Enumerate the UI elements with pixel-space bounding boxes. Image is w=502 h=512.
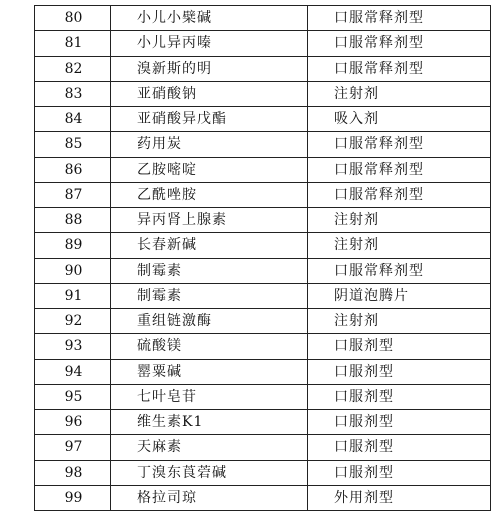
table-row: [35, 233, 491, 258]
drug-name-cell: 乙酰唑胺: [111, 182, 308, 207]
row-number-cell: 90: [35, 258, 111, 283]
dosage-form-cell: 口服剂型: [308, 359, 491, 384]
row-number-cell: 81: [35, 31, 111, 56]
table-row: [35, 31, 491, 56]
table-row: [35, 309, 491, 334]
row-number-cell: 94: [35, 359, 111, 384]
dosage-form-cell: 注射剂: [308, 309, 491, 334]
table-row: [35, 410, 491, 435]
table-row: [35, 283, 491, 308]
table-row: [35, 81, 491, 106]
table-row: [35, 258, 491, 283]
table-row: [35, 56, 491, 81]
drug-name-cell: 制霉素: [111, 258, 308, 283]
row-number-cell: 83: [35, 81, 111, 106]
drug-name-cell: 小儿异丙嗪: [111, 31, 308, 56]
dosage-form-cell: 注射剂: [308, 208, 491, 233]
drug-name-cell: 硫酸镁: [111, 334, 308, 359]
dosage-form-cell: 口服常释剂型: [308, 182, 491, 207]
dosage-form-cell: 口服常释剂型: [308, 157, 491, 182]
drug-table: [34, 5, 491, 511]
dosage-form-cell: 吸入剂: [308, 107, 491, 132]
table-row: [35, 485, 491, 510]
row-number-cell: 82: [35, 56, 111, 81]
drug-name-cell: 亚硝酸异戊酯: [111, 107, 308, 132]
table-row: [35, 334, 491, 359]
dosage-form-cell: 注射剂: [308, 81, 491, 106]
row-number-cell: 99: [35, 485, 111, 510]
drug-name-cell: 药用炭: [111, 132, 308, 157]
drug-name-cell: 罂粟碱: [111, 359, 308, 384]
table-row: [35, 435, 491, 460]
dosage-form-cell: 口服常释剂型: [308, 258, 491, 283]
drug-name-cell: 亚硝酸钠: [111, 81, 308, 106]
dosage-form-cell: 口服常释剂型: [308, 56, 491, 81]
row-number-cell: 92: [35, 309, 111, 334]
table-row: [35, 208, 491, 233]
drug-name-cell: 小儿小檗碱: [111, 6, 308, 31]
drug-name-cell: 溴新斯的明: [111, 56, 308, 81]
drug-name-cell: 天麻素: [111, 435, 308, 460]
dosage-form-cell: 口服常释剂型: [308, 6, 491, 31]
row-number-cell: 91: [35, 283, 111, 308]
row-number-cell: 80: [35, 6, 111, 31]
table-row: [35, 132, 491, 157]
row-number-cell: 96: [35, 410, 111, 435]
row-number-cell: 98: [35, 460, 111, 485]
table-row: [35, 157, 491, 182]
table-row: [35, 359, 491, 384]
row-number-cell: 89: [35, 233, 111, 258]
row-number-cell: 87: [35, 182, 111, 207]
table-row: [35, 107, 491, 132]
drug-name-cell: 乙胺嘧啶: [111, 157, 308, 182]
dosage-form-cell: 口服常释剂型: [308, 132, 491, 157]
drug-name-cell: 长春新碱: [111, 233, 308, 258]
drug-name-cell: 异丙肾上腺素: [111, 208, 308, 233]
drug-name-cell: 格拉司琼: [111, 485, 308, 510]
drug-name-cell: 七叶皂苷: [111, 384, 308, 409]
dosage-form-cell: 外用剂型: [308, 485, 491, 510]
row-number-cell: 95: [35, 384, 111, 409]
dosage-form-cell: 口服剂型: [308, 334, 491, 359]
row-number-cell: 85: [35, 132, 111, 157]
row-number-cell: 86: [35, 157, 111, 182]
drug-name-cell: 维生素K1: [111, 410, 308, 435]
row-number-cell: 93: [35, 334, 111, 359]
drug-name-cell: 丁溴东莨菪碱: [111, 460, 308, 485]
drug-name-cell: 制霉素: [111, 283, 308, 308]
table-row: [35, 182, 491, 207]
table-row: [35, 6, 491, 31]
drug-name-cell: 重组链激酶: [111, 309, 308, 334]
dosage-form-cell: 口服剂型: [308, 410, 491, 435]
table-row: [35, 460, 491, 485]
row-number-cell: 84: [35, 107, 111, 132]
drug-table-body: [35, 6, 491, 511]
dosage-form-cell: 口服剂型: [308, 435, 491, 460]
dosage-form-cell: 口服剂型: [308, 384, 491, 409]
dosage-form-cell: 口服常释剂型: [308, 31, 491, 56]
table-row: [35, 384, 491, 409]
dosage-form-cell: 注射剂: [308, 233, 491, 258]
dosage-form-cell: 阴道泡腾片: [308, 283, 491, 308]
row-number-cell: 88: [35, 208, 111, 233]
dosage-form-cell: 口服剂型: [308, 460, 491, 485]
row-number-cell: 97: [35, 435, 111, 460]
